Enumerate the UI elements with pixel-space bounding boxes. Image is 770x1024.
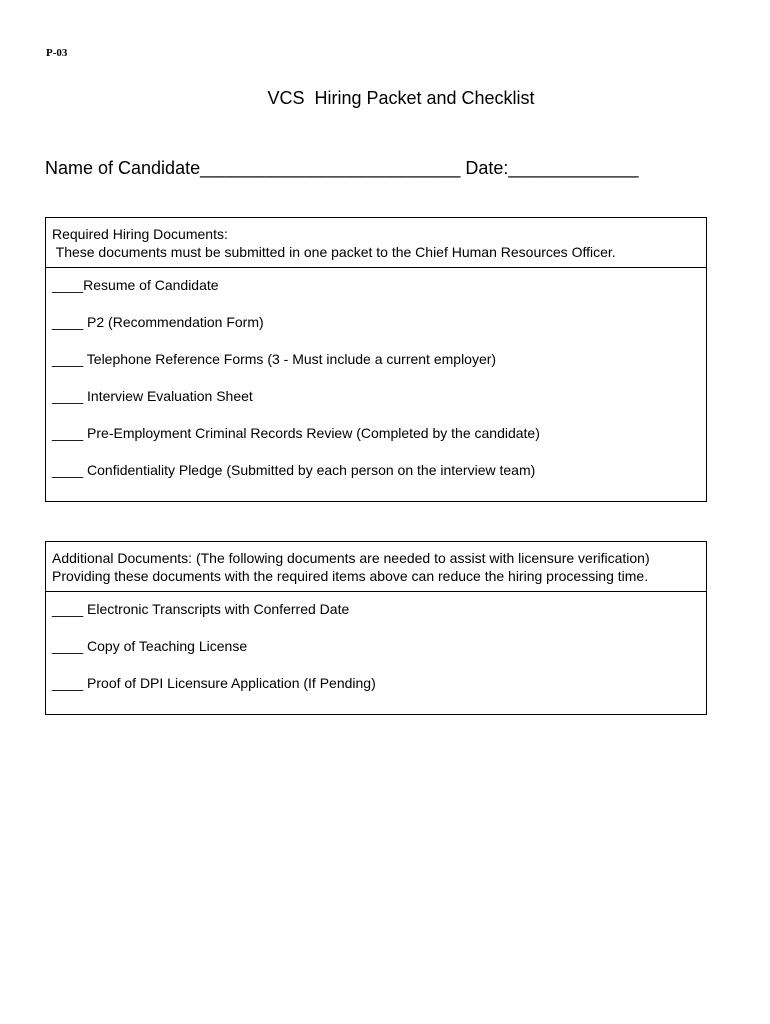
checklist-item-telephone-references: ____ Telephone Reference Forms (3 - Must include a current employer) [52, 351, 497, 367]
candidate-name-label: Name of Candidate [45, 158, 201, 178]
additional-documents-list [46, 592, 706, 714]
required-documents-list [46, 268, 706, 501]
date-blank: _____________ [508, 158, 639, 178]
required-documents-header [46, 218, 706, 268]
checklist-item-p2-form: ____ P2 (Recommendation Form) [52, 314, 264, 330]
required-documents-heading: Required Hiring Documents: [52, 226, 228, 242]
page-title: VCS Hiring Packet and Checklist [267, 88, 535, 108]
additional-documents-heading: Additional Documents: (The following documents are needed to assist with licensure verification) [52, 550, 650, 566]
checklist-item-transcripts: ____ Electronic Transcripts with Conferred Date [52, 601, 350, 617]
checklist-item-resume: ____Resume of Candidate [52, 277, 219, 293]
required-documents-subheading: These documents must be submitted in one packet to the Chief Human Resources Officer. [52, 244, 616, 260]
additional-documents-subheading: Providing these documents with the required items above can reduce the hiring processing time. [52, 568, 649, 584]
additional-documents-box [45, 541, 707, 715]
checklist-item-interview-evaluation: ____ Interview Evaluation Sheet [52, 388, 253, 404]
checklist-item-criminal-records-review: ____ Pre-Employment Criminal Records Review (Completed by the candidate) [52, 425, 540, 441]
date-label: Date: [460, 158, 509, 178]
checklist-item-teaching-license: ____ Copy of Teaching License [52, 638, 248, 654]
required-documents-box [45, 217, 707, 502]
checklist-item-dpi-licensure-application: ____ Proof of DPI Licensure Application (If Pending) [52, 675, 376, 691]
candidate-name-blank: __________________________ [200, 158, 461, 178]
form-code: P-03 [46, 47, 68, 59]
checklist-item-confidentiality-pledge: ____ Confidentiality Pledge (Submitted by each person on the interview team) [52, 462, 536, 478]
candidate-info-line [45, 158, 639, 179]
additional-documents-header [46, 542, 706, 592]
